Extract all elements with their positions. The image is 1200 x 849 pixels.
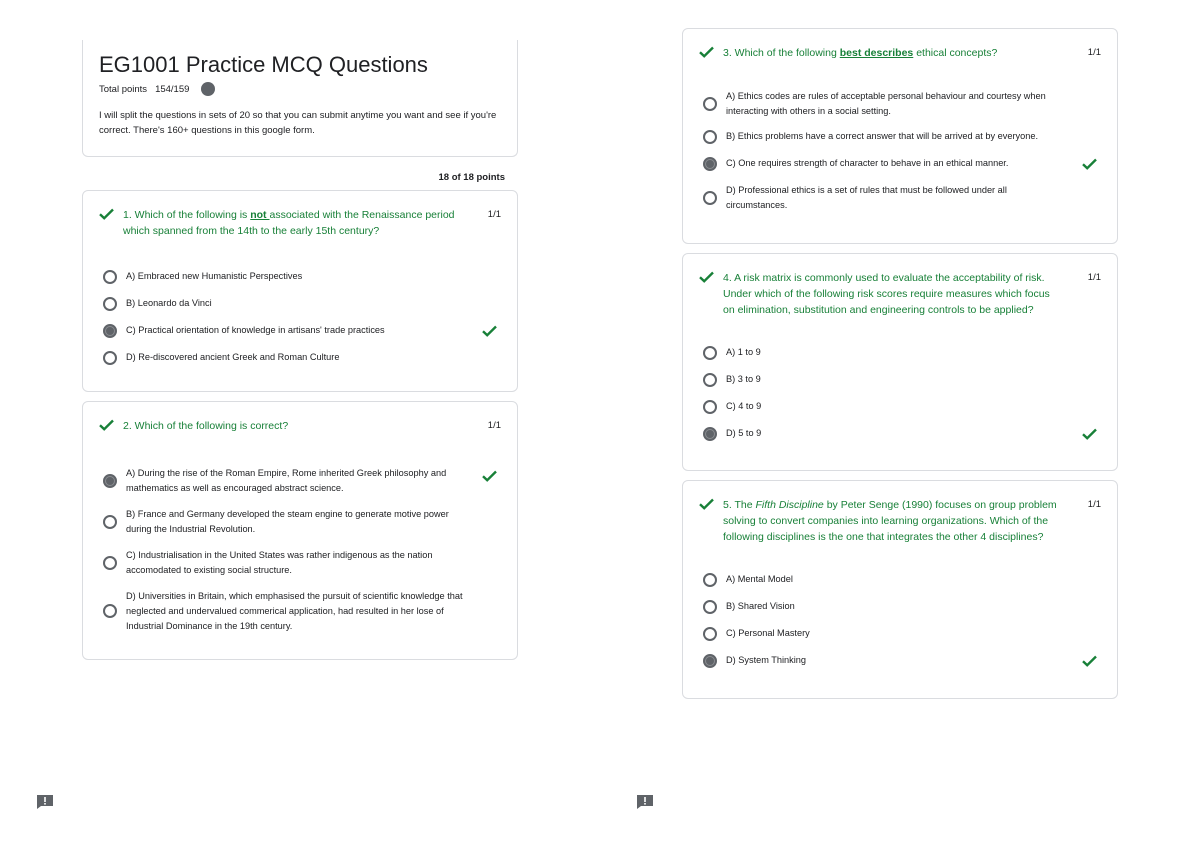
check-icon: [1082, 158, 1097, 170]
radio-button[interactable]: [703, 573, 717, 587]
form-description: I will split the questions in sets of 20 so that you can submit anytime you want and see if you're correct. There's 160+ questions in this google form.: [99, 110, 497, 136]
question-card-3: [682, 28, 1118, 244]
section-score: 18 of 18 points: [438, 172, 505, 183]
radio-button[interactable]: [703, 346, 717, 360]
question-text: 4. A risk matrix is commonly used to evaluate the acceptability of risk. Under which of the following risk scores require measures which focus on elimination, substitution and engineering controls to be applied?: [723, 272, 1050, 316]
question-text: 3. Which of the following best describes ethical concepts?: [723, 47, 998, 59]
option-a[interactable]: A) Ethics codes are rules of acceptable personal behaviour and courtesy when interacting with others in a social setting.: [703, 85, 1097, 123]
question-points: 1/1: [487, 209, 501, 220]
question-text: 5. The Fifth Discipline by Peter Senge (1990) focuses on group problem solving to convert companies into learning organizations. Which of the following disciplines is the one that integrates the other 4 disciplines?: [723, 499, 1057, 543]
question-points: 1/1: [1087, 499, 1101, 510]
option-a[interactable]: A) Mental Model: [703, 566, 1097, 593]
check-icon: [99, 418, 123, 431]
option-a[interactable]: A) 1 to 9: [703, 339, 1097, 366]
option-d[interactable]: D) Re-discovered ancient Greek and Roman Culture: [103, 344, 497, 371]
option-a[interactable]: A) During the rise of the Roman Empire, Rome inherited Greek philosophy and mathematics as well as encouraged abstract science.: [103, 460, 497, 501]
radio-button[interactable]: [703, 97, 717, 111]
question-card-4: [682, 253, 1118, 471]
option-b[interactable]: B) Ethics problems have a correct answer that will be arrived at by everyone.: [703, 123, 1097, 150]
radio-button-selected[interactable]: [703, 654, 717, 668]
question-card-5: [682, 480, 1118, 699]
option-d[interactable]: D) 5 to 9: [703, 420, 1097, 447]
option-d[interactable]: D) Professional ethics is a set of rules that must be followed under all circumstances.: [703, 177, 1097, 218]
question-text: 1. Which of the following is not associated with the Renaissance period which spanned from the 14th to the early 15th century?: [123, 209, 455, 237]
total-points-value: 154/159: [155, 83, 190, 95]
option-b[interactable]: B) France and Germany developed the steam engine to generate motive power during the Industrial Revolution.: [103, 501, 497, 542]
feedback-icon[interactable]: [36, 794, 54, 810]
radio-button[interactable]: [703, 191, 717, 205]
option-d[interactable]: D) Universities in Britain, which emphasised the pursuit of scientific knowledge that neglected and undervalued commerical application, had resulted in her lose of Industrial Dominance in the 19th century.: [103, 583, 497, 639]
option-d[interactable]: D) System Thinking: [703, 647, 1097, 674]
check-icon: [482, 470, 497, 482]
radio-button[interactable]: [703, 627, 717, 641]
radio-button-selected[interactable]: [103, 474, 117, 488]
total-points-label: Total points: [99, 83, 148, 95]
check-icon: [699, 497, 723, 510]
check-icon: [1082, 655, 1097, 667]
radio-button[interactable]: [703, 600, 717, 614]
option-b[interactable]: B) Leonardo da Vinci: [103, 290, 497, 317]
question-points: 1/1: [1087, 47, 1101, 58]
radio-button[interactable]: [103, 351, 117, 365]
check-icon: [699, 45, 723, 58]
check-icon: [1082, 428, 1097, 440]
option-c[interactable]: C) Practical orientation of knowledge in artisans' trade practices: [103, 317, 497, 344]
radio-button[interactable]: [103, 556, 117, 570]
total-points-row: [99, 82, 215, 96]
radio-button-selected[interactable]: [703, 157, 717, 171]
form-title: EG1001 Practice MCQ Questions: [99, 52, 428, 77]
radio-button[interactable]: [703, 373, 717, 387]
privacy-dot-icon[interactable]: [201, 82, 215, 96]
question-text: 2. Which of the following is correct?: [123, 420, 289, 432]
radio-button[interactable]: [103, 270, 117, 284]
option-c[interactable]: C) One requires strength of character to behave in an ethical manner.: [703, 150, 1097, 177]
option-c[interactable]: C) 4 to 9: [703, 393, 1097, 420]
radio-button-selected[interactable]: [703, 427, 717, 441]
radio-button[interactable]: [103, 515, 117, 529]
option-a[interactable]: A) Embraced new Humanistic Perspectives: [103, 263, 497, 290]
radio-button[interactable]: [703, 130, 717, 144]
radio-button[interactable]: [703, 400, 717, 414]
radio-button[interactable]: [103, 604, 117, 618]
question-card-2: [82, 401, 518, 660]
check-icon: [482, 325, 497, 337]
form-header-card: [82, 40, 518, 157]
radio-button-selected[interactable]: [103, 324, 117, 338]
option-b[interactable]: B) 3 to 9: [703, 366, 1097, 393]
question-card-1: [82, 190, 518, 392]
radio-button[interactable]: [103, 297, 117, 311]
option-c[interactable]: C) Industrialisation in the United States was rather indigenous as the nation accomodated to existing social structure.: [103, 542, 497, 583]
question-points: 1/1: [1087, 272, 1101, 283]
option-c[interactable]: C) Personal Mastery: [703, 620, 1097, 647]
option-b[interactable]: B) Shared Vision: [703, 593, 1097, 620]
feedback-icon[interactable]: [636, 794, 654, 810]
question-points: 1/1: [487, 420, 501, 431]
check-icon: [99, 207, 123, 220]
check-icon: [699, 270, 723, 283]
